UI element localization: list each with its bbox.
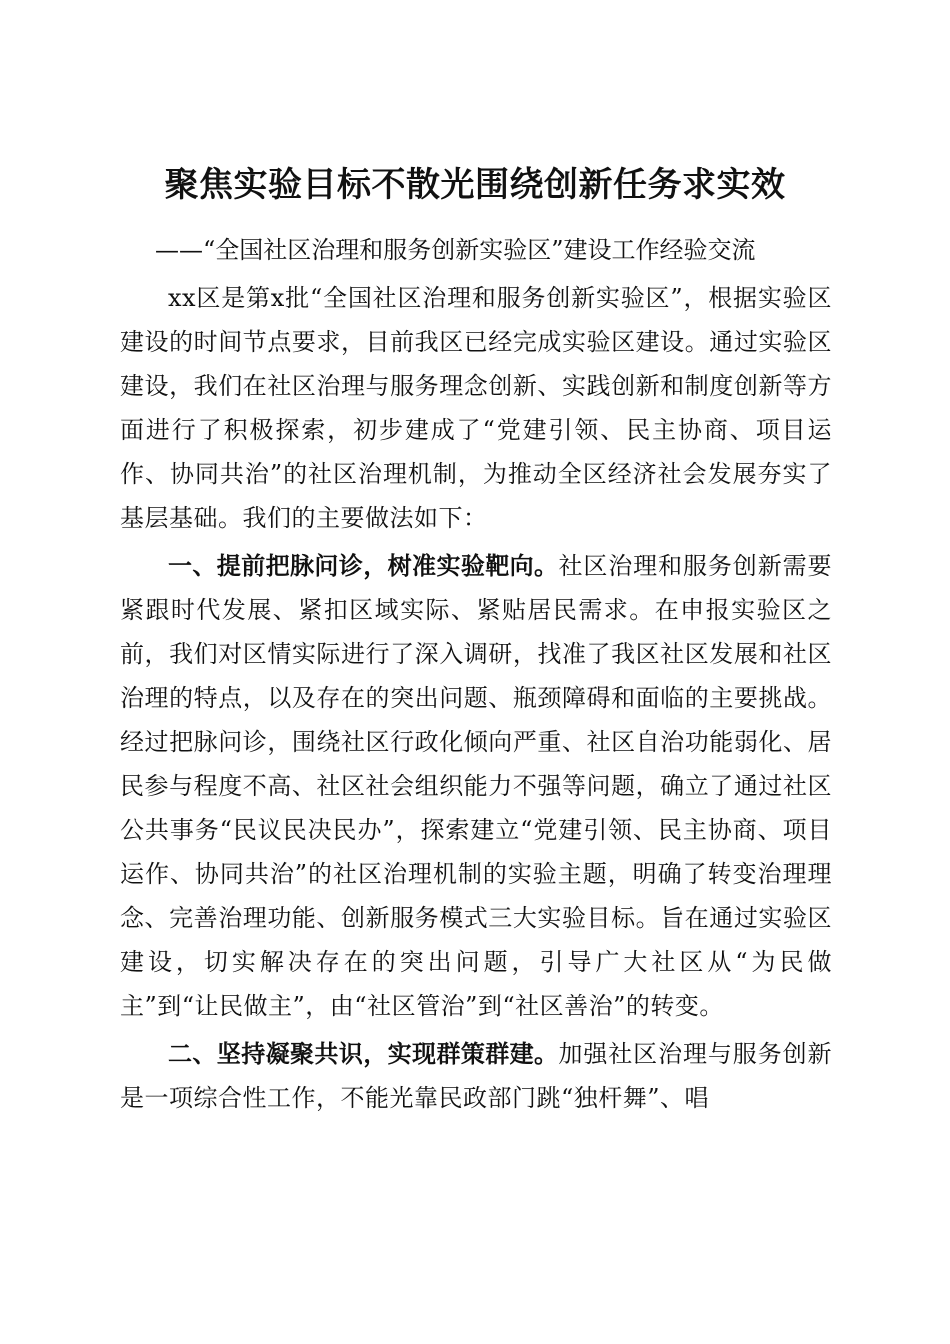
document-subtitle: ——“全国社区治理和服务创新实验区”建设工作经验交流 (155, 236, 756, 264)
document-body (120, 276, 832, 1120)
paragraph-intro (120, 276, 832, 540)
document-title: 聚焦实验目标不散光围绕创新任务求实效 (164, 164, 786, 205)
section-heading: 一、提前把脉问诊，树准实验靶向。 (168, 552, 559, 580)
paragraph-section-two (120, 1032, 832, 1120)
paragraph-text: 加强社区治理与服务创新是一项综合性工作，不能光靠民政部门跳“独杆舞”、唱 (120, 1040, 833, 1112)
paragraph-text: xx区是第x批“全国社区治理和服务创新实验区”，根据实验区建设的时间节点要求，目前我区已经完成实验区建设。通过实验区建设，我们在社区治理与服务理念创新、实践创新和制度创新等方面进行了积极探索，初步建成了“党建引领、民主协商、项目运作、协同共治”的社区治理机制，为推动全区经济社会发展夯实了基层基础。我们的主要做法如下： (120, 284, 832, 532)
section-heading: 二、坚持凝聚共识，实现群策群建。 (168, 1040, 559, 1068)
paragraph-section-one (120, 544, 832, 1028)
paragraph-text: 社区治理和服务创新需要紧跟时代发展、紧扣区域实际、紧贴居民需求。在申报实验区之前，我们对区情实际进行了深入调研，找准了我区社区发展和社区治理的特点，以及存在的突出问题、瓶颈障碍和面临的主要挑战。经过把脉问诊，围绕社区行政化倾向严重、社区自治功能弱化、居民参与程度不高、社区社会组织能力不强等问题，确立了通过社区公共事务“民议民决民办”，探索建立“党建引领、民主协商、项目运作、协同共治”的社区治理机制的实验主题，明确了转变治理理念、完善治理功能、创新服务模式三大实验目标。旨在通过实验区建设，切实解决存在的突出问题，引导广大社区从“为民做主”到“让民做主”，由“社区管治”到“社区善治”的转变。 (120, 552, 833, 1020)
